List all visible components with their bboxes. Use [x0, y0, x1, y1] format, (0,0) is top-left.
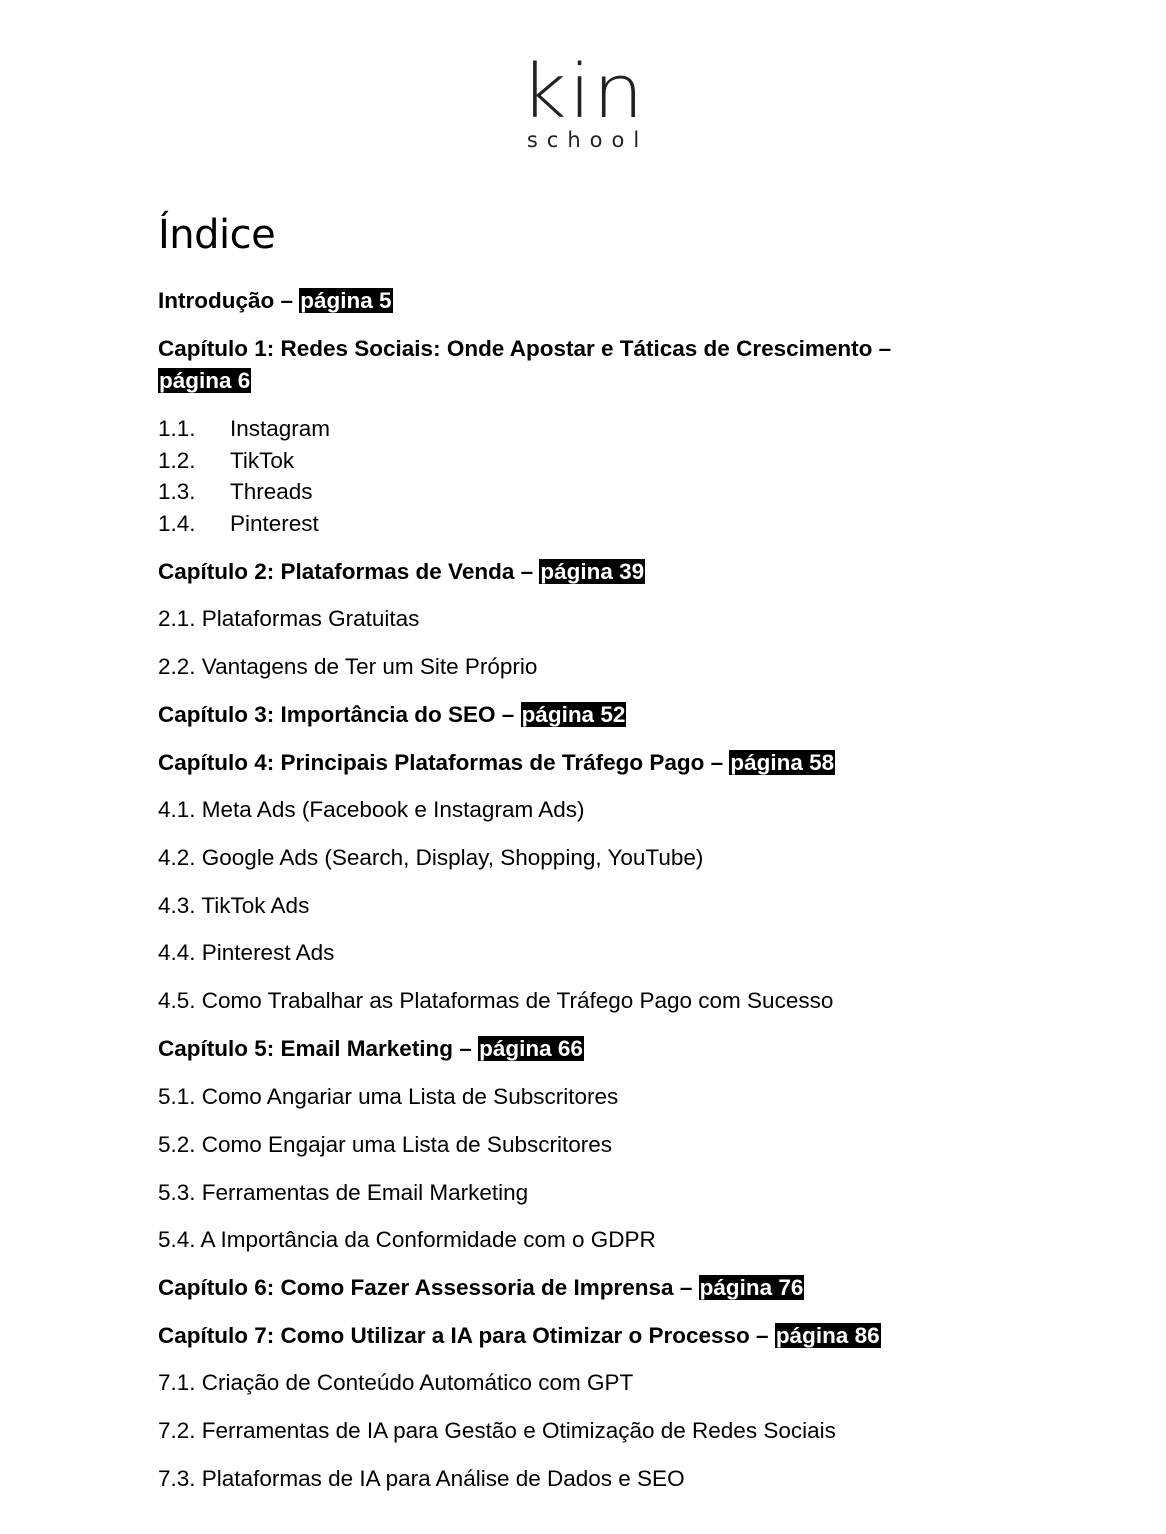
chapter-1-page-badge: página 6 — [159, 368, 251, 393]
page-title: Índice — [158, 212, 276, 258]
list-item-number: 1.2. — [158, 448, 196, 473]
list-item — [158, 508, 319, 540]
toc-section-5-1: 5.1. Como Angariar uma Lista de Subscritores — [158, 1084, 619, 1109]
toc-chapter-6 — [158, 1272, 804, 1304]
toc-section-7-1: 7.1. Criação de Conteúdo Automático com GPT — [158, 1370, 634, 1395]
toc-section-5-3: 5.3. Ferramentas de Email Marketing — [158, 1180, 529, 1205]
chapter-4-page-badge: página 58 — [730, 750, 835, 775]
chapter-5-label: Capítulo 5: Email Marketing – — [158, 1036, 479, 1061]
toc-intro — [158, 285, 393, 317]
list-item — [158, 413, 330, 445]
chapter-3-page-badge: página 52 — [521, 702, 626, 727]
list-item-number: 1.3. — [158, 479, 196, 504]
toc-section-7-2: 7.2. Ferramentas de IA para Gestão e Otimização de Redes Sociais — [158, 1418, 836, 1443]
kin-school-logo — [0, 48, 1166, 152]
toc-chapter-1-page — [158, 365, 251, 397]
list-item — [158, 476, 313, 508]
toc-section-4-1: 4.1. Meta Ads (Facebook e Instagram Ads) — [158, 797, 585, 822]
list-item-text: Instagram — [230, 416, 331, 441]
chapter-2-label: Capítulo 2: Plataformas de Venda – — [158, 559, 540, 584]
chapter-6-label: Capítulo 6: Como Fazer Assessoria de Imprensa – — [158, 1275, 699, 1300]
toc-section-2-1: 2.1. Plataformas Gratuitas — [158, 606, 420, 631]
list-item-number: 1.4. — [158, 511, 196, 536]
list-item-number: 1.1. — [158, 416, 196, 441]
chapter-7-page-badge: página 86 — [775, 1323, 880, 1348]
chapter-5-page-badge: página 66 — [479, 1036, 583, 1061]
list-item-text: TikTok — [230, 448, 295, 473]
toc-chapter-5 — [158, 1033, 584, 1065]
chapter-2-page-badge: página 39 — [540, 559, 645, 584]
chapter-3-label: Capítulo 3: Importância do SEO – — [158, 702, 521, 727]
chapter-1-label: Capítulo 1: Redes Sociais: Onde Apostar e Táticas de Crescimento – — [158, 336, 892, 361]
list-item — [158, 445, 294, 477]
toc-chapter-2 — [158, 556, 645, 588]
toc-chapter-3 — [158, 699, 626, 731]
toc-section-2-2: 2.2. Vantagens de Ter um Site Próprio — [158, 654, 538, 679]
toc-chapter-7 — [158, 1320, 881, 1352]
list-item-text: Pinterest — [230, 511, 319, 536]
chapter-6-page-badge: página 76 — [699, 1275, 804, 1300]
toc-section-5-2: 5.2. Como Engajar uma Lista de Subscritores — [158, 1132, 612, 1157]
toc-chapter-1 — [158, 333, 891, 365]
logo-sub-text: school — [526, 128, 649, 152]
toc-section-5-4: 5.4. A Importância da Conformidade com o GDPR — [158, 1227, 656, 1252]
chapter-4-label: Capítulo 4: Principais Plataformas de Tráfego Pago – — [158, 750, 730, 775]
list-item-text: Threads — [230, 479, 313, 504]
intro-page-badge: página 5 — [300, 288, 392, 313]
chapter-7-label: Capítulo 7: Como Utilizar a IA para Otimizar o Processo – — [158, 1323, 775, 1348]
toc-section-4-4: 4.4. Pinterest Ads — [158, 940, 335, 965]
toc-section-4-2: 4.2. Google Ads (Search, Display, Shopping, YouTube) — [158, 845, 704, 870]
intro-label: Introdução – — [158, 288, 300, 313]
toc-chapter-4 — [158, 747, 835, 779]
toc-section-4-3: 4.3. TikTok Ads — [158, 893, 310, 918]
logo-main-text: kin — [520, 48, 646, 135]
toc-section-4-5: 4.5. Como Trabalhar as Plataformas de Tráfego Pago com Sucesso — [158, 988, 834, 1013]
toc-section-7-3: 7.3. Plataformas de IA para Análise de Dados e SEO — [158, 1466, 685, 1491]
